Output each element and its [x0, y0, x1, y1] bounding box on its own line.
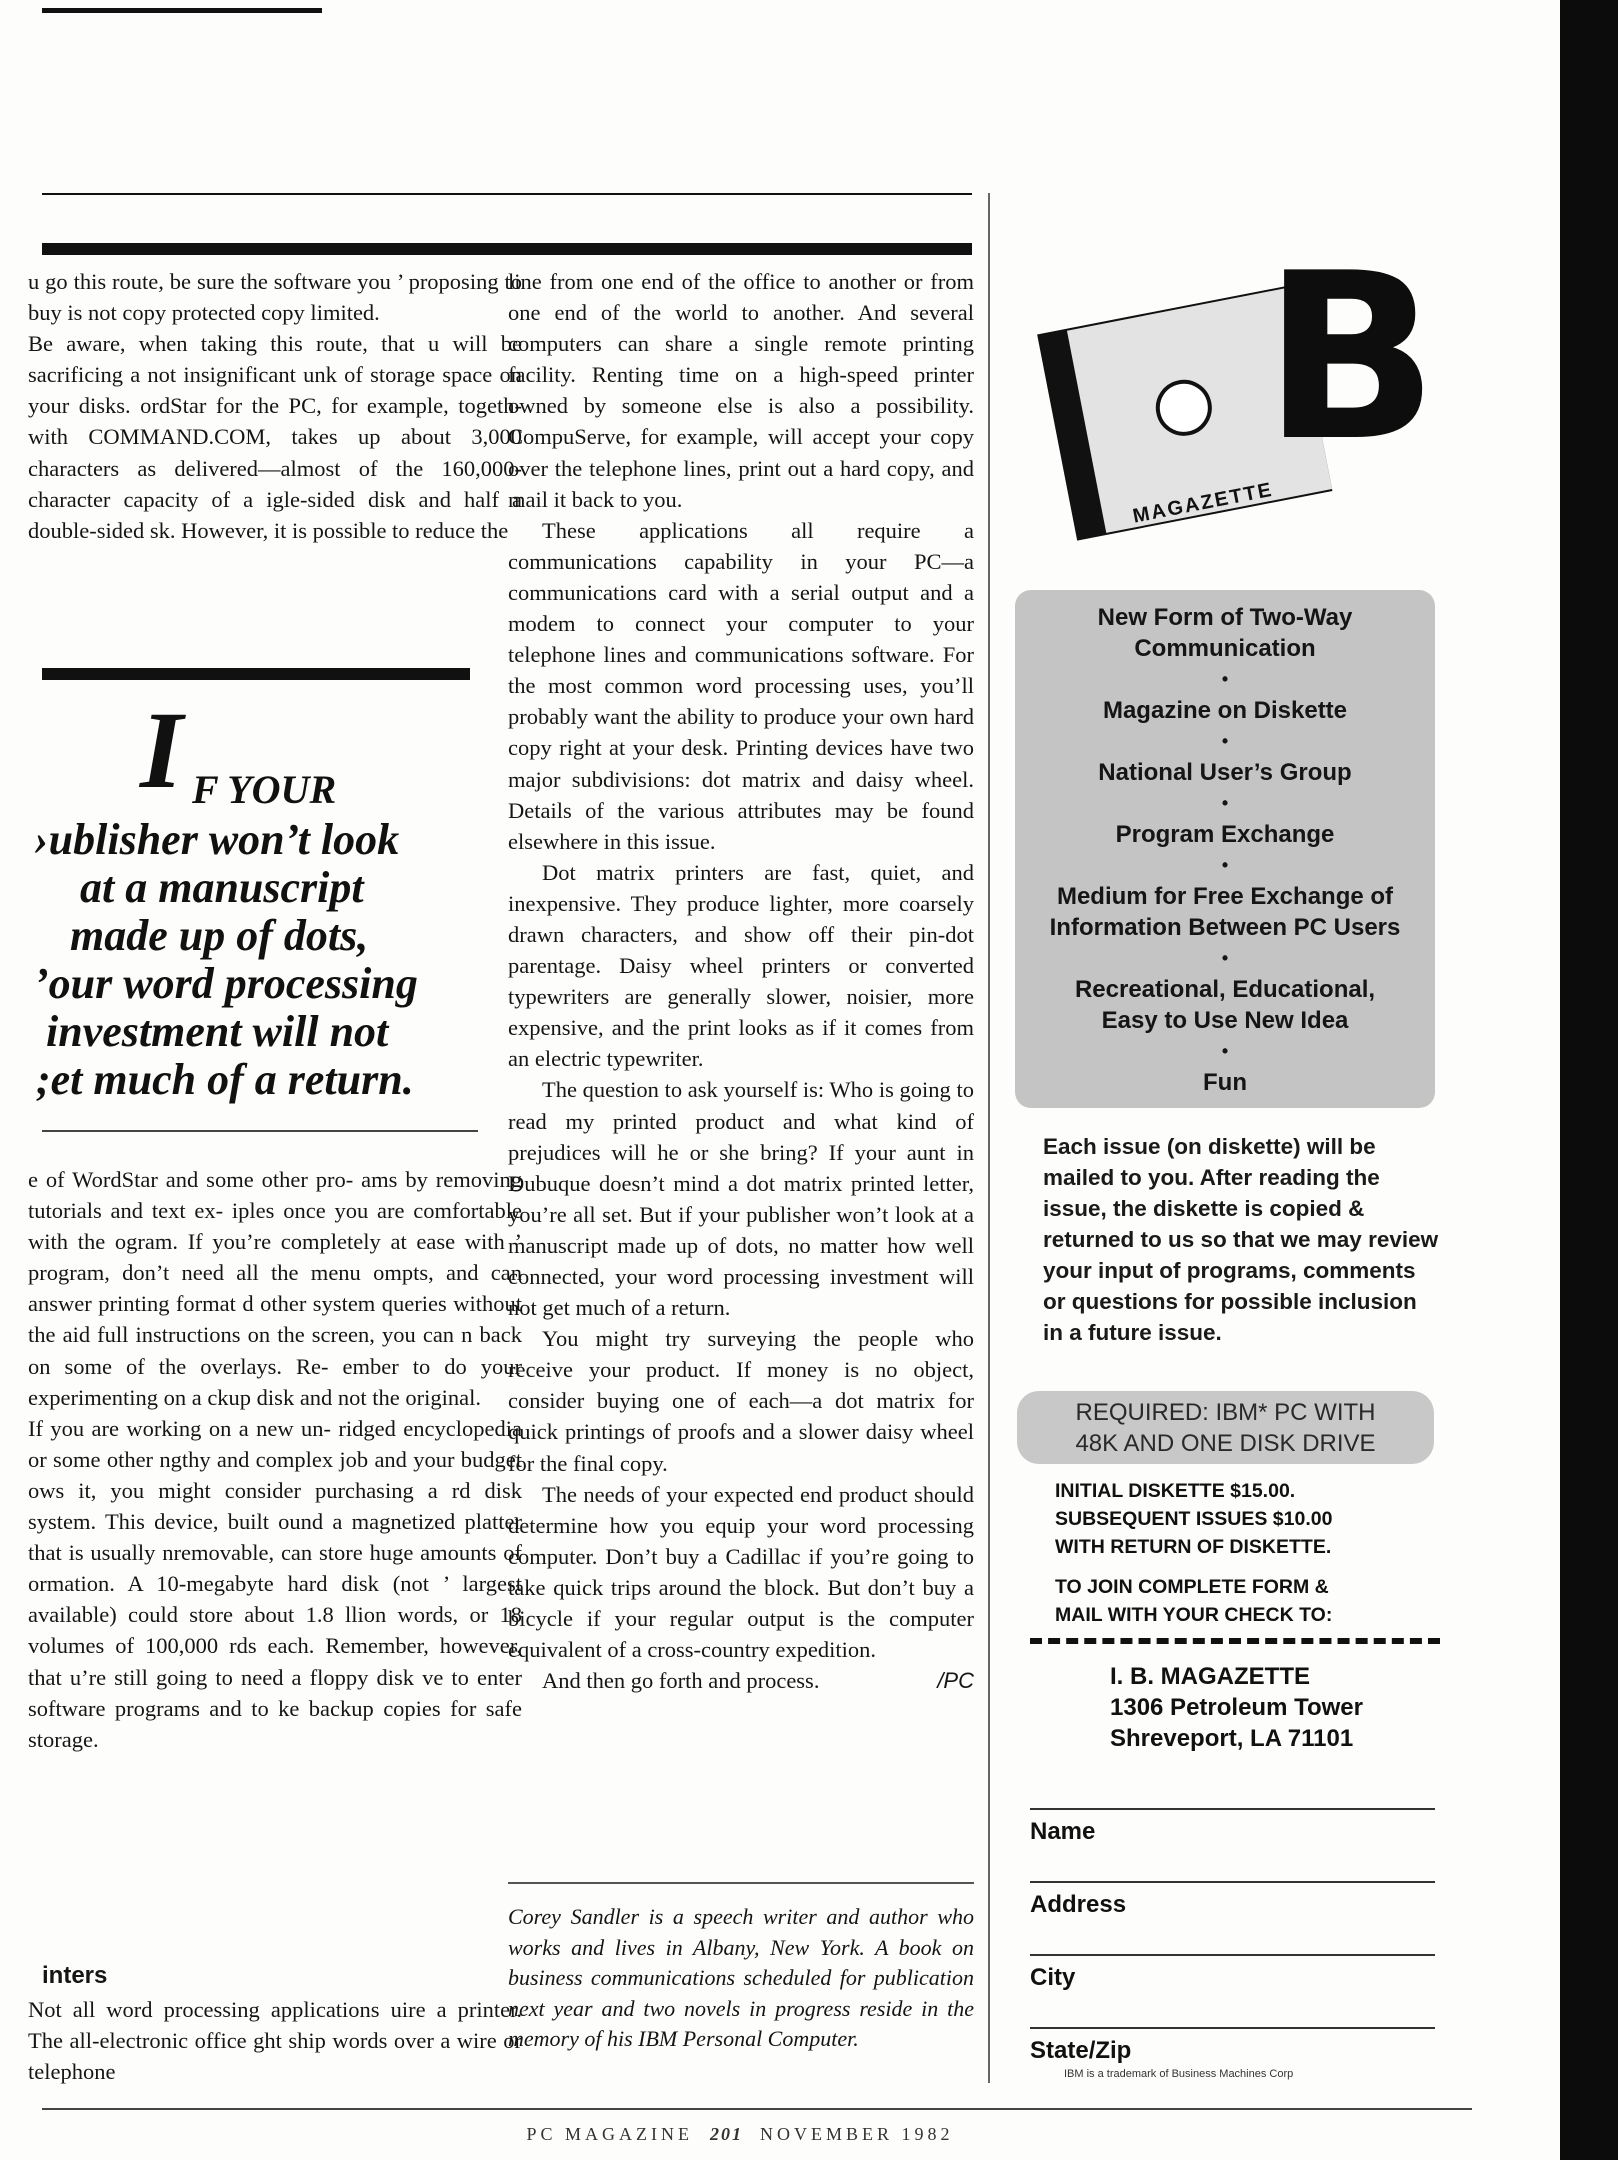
pullquote-line: ;et much of a return.	[36, 1055, 414, 1104]
col2-paragraph: line from one end of the office to another or from one end of the world to another. And several computers can share a single remote printing facility. Renting time on a high-speed printer owned by someone else is also a possibility. CompuServe, for example, will accept your copy over the telephone lines, print out a hard copy, and mail it back to you.	[508, 269, 974, 512]
logo-wordmark: MAGAZETTE	[1131, 478, 1276, 528]
requirement-box	[1017, 1391, 1434, 1464]
end-mark: /PC	[937, 1668, 974, 1694]
pull-quote	[34, 689, 512, 1120]
bullet: •	[1221, 731, 1229, 751]
requirement-line: 48K AND ONE DISK DRIVE	[1075, 1430, 1376, 1457]
column-1-top	[28, 266, 522, 646]
feature-item: National User’s Group	[1098, 759, 1352, 786]
bottom-rule	[42, 2108, 1472, 2110]
join-line: TO JOIN COMPLETE FORM &	[1055, 1576, 1329, 1598]
price-line: INITIAL DISKETTE $15.00.	[1055, 1480, 1296, 1502]
logo-letter-b: B	[1263, 225, 1439, 492]
pullquote-line: made up of dots,	[70, 911, 369, 960]
pullquote-bottom-rule	[42, 1130, 478, 1132]
bio-rule	[508, 1882, 974, 1884]
col2-paragraph: The question to ask yourself is: Who is going to read my printed product and what kind of prejudices will he or she bring? If your aunt in Dubuque doesn’t mind a dot matrix printed letter, you’re all set. But if your publisher won’t look at a manuscript made up of dots, no matter how well connected, your word processing investment will not get much of a return.	[508, 1077, 974, 1321]
address-field-label: Address	[1030, 1891, 1127, 1918]
feature-item: Fun	[1203, 1069, 1247, 1096]
bullet: •	[1221, 793, 1229, 813]
price-line: WITH RETURN OF DISKETTE.	[1055, 1536, 1332, 1558]
top-left-rule	[42, 8, 322, 13]
col2-paragraph: Dot matrix printers are fast, quiet, and inexpensive. They produce lighter, more coarsely drawn characters, and show off their pin-dot parentage. Daisy wheel printers or converted typewriters are generally slower, noisier, more expensive, and the print looks as if it comes from an electric typewriter.	[508, 859, 974, 1072]
address-city: Shreveport, LA 71101	[1110, 1725, 1354, 1752]
pullquote-top-rule	[42, 668, 470, 680]
col2-paragraph: These applications all require a communications capability in your PC—a communications card with a serial output and a modem to connect your computer to your telephone lines and communications software. For the most common word processing uses, you’ll probably want the ability to produce your own hard copy right at your desk. Printing devices have two major subdivisions: dot matrix and daisy wheel. Details of the various attributes may be found elsewhere in this issue.	[508, 517, 974, 854]
form-rule	[1030, 1808, 1435, 1810]
column-2	[508, 266, 974, 1860]
pullquote-line: F YOUR	[192, 767, 337, 812]
requirement-line: REQUIRED: IBM* PC WITH	[1075, 1399, 1376, 1426]
bullet: •	[1221, 669, 1229, 689]
pullquote-line: at a manuscript	[80, 863, 364, 912]
price-line: SUBSEQUENT ISSUES $10.00	[1055, 1508, 1333, 1530]
address-name: I. B. MAGAZETTE	[1110, 1663, 1310, 1690]
col2-paragraph: And then go forth and process. /PC	[508, 1665, 974, 1696]
col2-paragraph: You might try surveying the people who receive your product. If money is no object, consider buying one of each—a dot matrix for quick printings of proofs and a slower daisy wheel for the final copy.	[508, 1326, 974, 1476]
join-line: MAIL WITH YOUR CHECK TO:	[1055, 1604, 1333, 1626]
pullquote-line: investment will not	[46, 1007, 389, 1056]
pullquote-initial: I	[140, 689, 183, 811]
page-number: 201	[710, 2124, 743, 2144]
subhead: inters	[42, 1962, 108, 1989]
feature-item: Program Exchange	[1115, 821, 1335, 848]
pullquote-line: ›ublisher won’t look	[34, 815, 400, 864]
trademark-note: IBM is a trademark of Business Machines Corp	[1064, 2068, 1294, 2080]
pullquote-line: ’our word processing	[34, 959, 418, 1008]
mailing-address	[1110, 1661, 1470, 1754]
name-field-label: Name	[1030, 1818, 1096, 1845]
name-field-line[interactable]	[1030, 1881, 1435, 1883]
city-field-label: City	[1030, 1964, 1076, 1991]
pricing	[1055, 1477, 1455, 1629]
footer-magazine: PC MAGAZINE	[526, 2124, 693, 2144]
column-divider	[988, 193, 990, 2083]
column-1-end	[28, 1994, 522, 2090]
feature-item: Recreational, Educational, Easy to Use New Idea	[1074, 976, 1376, 1034]
page-footer	[0, 2124, 1480, 2145]
column-1-bottom	[28, 1164, 522, 1954]
bullet: •	[1221, 1041, 1229, 1061]
address-field-line[interactable]	[1030, 1954, 1435, 1956]
ad-logo	[1025, 225, 1445, 570]
dashed-cut-line	[1030, 1638, 1440, 1644]
page-edge	[1560, 0, 1618, 2160]
city-field-line[interactable]	[1030, 2027, 1435, 2029]
footer-date: NOVEMBER 1982	[760, 2124, 954, 2144]
col1-paragraph: Be aware, when taking this route, that u will be sacrificing a not insignificant unk of storage space on your disks. ordStar for the PC, for example, togeth- with COMMAND.COM, takes up about 3,000 characters as delivered—almost of the 160,000-character capacity of a igle-sided disk and half a double-sided sk. However, it is possible to reduce the	[28, 331, 522, 543]
section-thin-rule	[42, 193, 972, 195]
address-street: 1306 Petroleum Tower	[1110, 1694, 1363, 1721]
feature-item: New Form of Two-Way Communication	[1097, 604, 1353, 662]
section-thick-rule	[42, 243, 972, 255]
bullet: •	[1221, 948, 1229, 968]
features-box	[1015, 590, 1435, 1108]
col1-paragraph: Not all word processing applications uire a printer. The all-electronic office ght ship words over a wire or telephone	[28, 1997, 522, 2085]
col2-paragraph: The needs of your expected end product should determine how you equip your word processing computer. Don’t buy a Cadillac if you’re going to take quick trips around the block. But don’t buy a bicycle if your regular output is the computer equivalent of a cross-country expedition.	[508, 1481, 974, 1663]
bullet: •	[1221, 855, 1229, 875]
col1-paragraph: e of WordStar and some other pro- ams by removing tutorials and text ex- iples once you are comfortable with the ogram. If you’re completely at ease with ’ program, don’t need all the menu ompts, and can answer printing format d other system queries without the aid full instructions on the screen, you can n back on some of the overlays. Re- ember to do your experimenting on a ckup disk and not the original.	[28, 1167, 522, 1410]
feature-item: Magazine on Diskette	[1102, 697, 1348, 724]
col1-paragraph: If you are working on a new un- ridged encyclopedia or some other ngthy and complex job and your budget ows it, you might consider purchasing a rd disk system. This device, built ound a magnetized platter that is usually nremovable, can store huge amounts of ormation. A 10-megabyte hard disk (not ’ largest available) could store about 1.8 llion words, or 18 volumes of 100,000 rds each. Remember, however, that u’re still going to need a floppy disk ve to enter software programs and to ke backup copies for safe storage.	[28, 1415, 522, 1752]
author-bio: Corey Sandler is a speech writer and author who works and lives in Albany, New York. A book on business communications scheduled for publication next year and two novels in progress reside in the memory of his IBM Personal Computer.	[508, 1904, 974, 2051]
ad-description: Each issue (on diskette) will be mailed to you. After reading the issue, the diskette is copied & returned to us so that we may review your input of programs, comments or questions for possible inclusion in a future issue.	[1043, 1134, 1439, 1345]
feature-item: Medium for Free Exchange of Information Between PC Users	[1049, 883, 1401, 941]
col1-paragraph: u go this route, be sure the software you ’ proposing to buy is not copy protected copy limited.	[28, 269, 522, 326]
state-zip-field-label: State/Zip	[1030, 2037, 1132, 2064]
